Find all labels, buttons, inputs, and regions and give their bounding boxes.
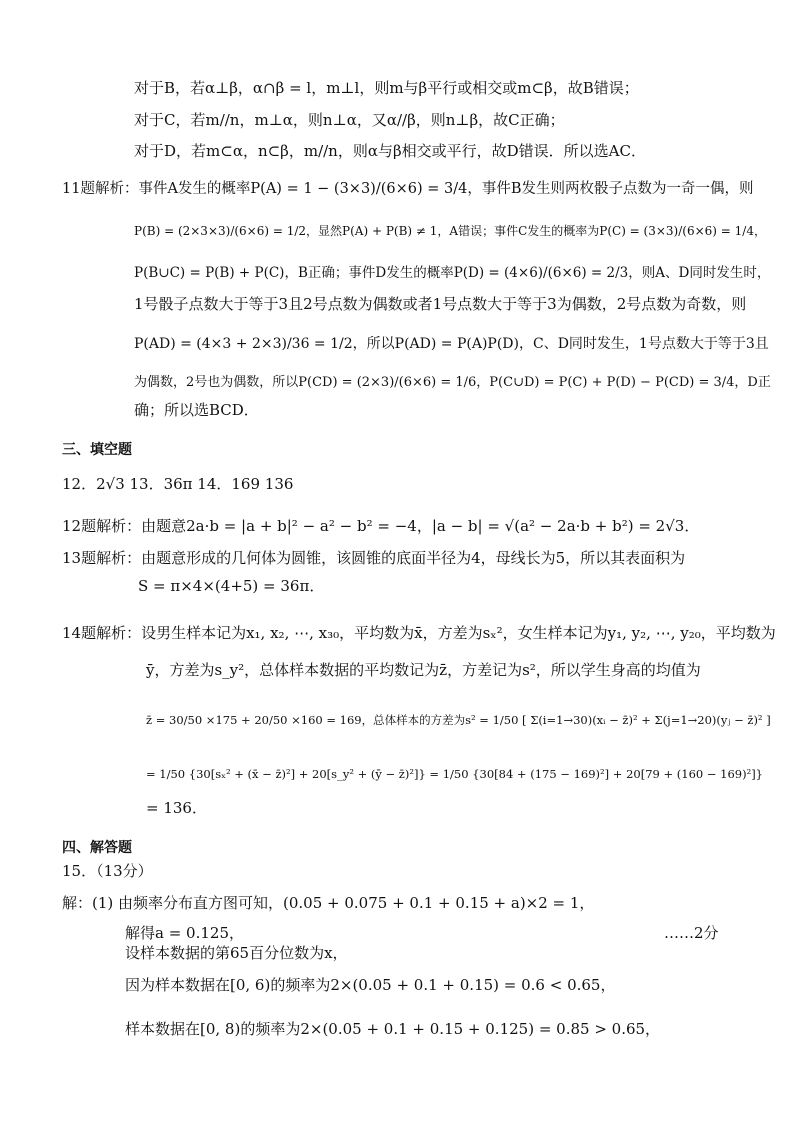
score-mark: ……2分 [664,924,719,942]
text-line: 确；所以选BCD． [134,401,259,419]
text-line: P(B∪C) = P(B) + P(C)，B正确；事件D发生的概率P(D) = (4×6)/(6×6) = 2/3，则A、D同时发生时， [134,265,771,281]
text-line: 设样本数据的第65百分位数为x， [125,944,348,962]
text-line: ȳ，方差为s_y²，总体样本数据的平均数记为z̄，方差记为s²，所以学生身高的均值为 [146,661,701,679]
text-line: 12题解析：由题意2a·b = |a + b|² − a² − b² = −4，|a − b| = √(a² − 2a·b + b²) = 2√3． [62,517,700,535]
text-line: S = π×4×(4+5) = 36π． [138,577,325,595]
text-line: 因为样本数据在[0, 6)的频率为2×(0.05 + 0.1 + 0.15) = 0.6 < 0.65， [125,976,616,994]
text-line: 对于D，若m⊂α，n⊂β，m//n，则α与β相交或平行，故D错误．所以选AC． [134,142,646,160]
section-heading: 三、填空题 [62,442,132,458]
question-header: 15．（13分） [62,862,153,880]
text-line: 13题解析：由题意形成的几何体为圆锥，该圆锥的底面半径为4，母线长为5，所以其表面积为 [62,549,686,567]
section-heading: 四、解答题 [62,840,132,856]
text-line: = 136． [146,799,207,817]
text-line: 解得a = 0.125， [125,924,244,942]
text-line: 解：(1) 由频率分布直方图可知，(0.05 + 0.075 + 0.1 + 0.15 + a)×2 = 1， [62,894,595,912]
text-line: 对于C，若m//n，m⊥α，则n⊥α，又α//β，则n⊥β，故C正确； [134,111,565,129]
text-line: = 1/50 {30[sₓ² + (x̄ − z̄)²] + 20[s_y² + (ȳ − z̄)²]} = 1/50 {30[84 + (175 − 169)²] + 20[79 + (160 − 169)²]} [146,767,764,781]
text-line: 样本数据在[0, 8)的频率为2×(0.05 + 0.1 + 0.15 + 0.125) = 0.85 > 0.65， [125,1020,661,1038]
text-line: 为偶数，2号也为偶数，所以P(CD) = (2×3)/(6×6) = 1/6，P(C∪D) = P(C) + P(D) − P(CD) = 3/4，D正 [134,375,771,390]
text-line: 14题解析：设男生样本记为x₁, x₂, ⋯, x₃₀，平均数为x̄，方差为sₓ²，女生样本记为y₁, y₂, ⋯, y₂₀，平均数为 [62,624,776,642]
text-line: 对于B，若α⊥β，α∩β = l，m⊥l，则m与β平行或相交或m⊂β，故B错误； [134,79,639,97]
text-line: P(AD) = (4×3 + 2×3)/36 = 1/2，所以P(AD) = P(A)P(D)，C、D同时发生，1号点数大于等于3且 [134,336,769,352]
text-line: 11题解析：事件A发生的概率P(A) = 1 − (3×3)/(6×6) = 3/4，事件B发生则两枚骰子点数为一奇一偶，则 [62,181,754,197]
answer-line: 12．2√3 13．36π 14．169 136 [62,475,294,493]
text-line: P(B) = (2×3×3)/(6×6) = 1/2，显然P(A) + P(B) ≠ 1，A错误；事件C发生的概率为P(C) = (3×3)/(6×6) = 1/4， [134,224,766,238]
text-line: 1号骰子点数大于等于3且2号点数为偶数或者1号点数大于等于3为偶数，2号点数为奇数，则 [134,295,747,313]
text-line: z̄ = 30/50 ×175 + 20/50 ×160 = 169，总体样本的方差为s² = 1/50 [ Σ(i=1→30)(xᵢ − z̄)² + Σ(j=1→20)(yⱼ − z̄)² ] [146,713,771,727]
